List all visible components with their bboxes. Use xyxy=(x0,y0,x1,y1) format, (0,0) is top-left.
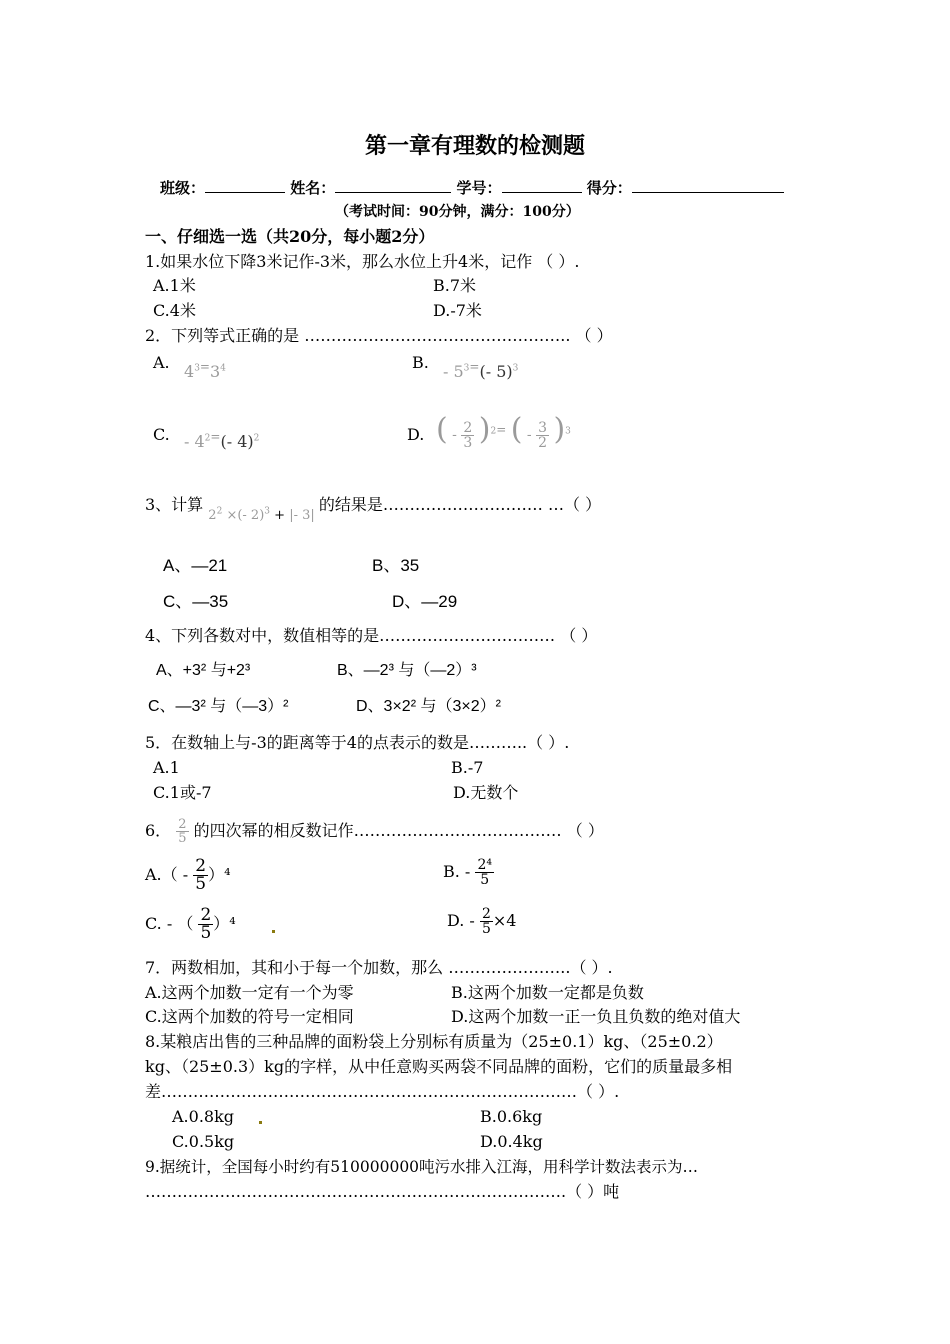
q3-option-b[interactable]: B、35 xyxy=(372,556,420,575)
q6b-num: 2⁴ xyxy=(477,857,492,873)
q8-option-c[interactable]: C.0.5kg xyxy=(172,1132,235,1151)
q5-option-b[interactable]: B.-7 xyxy=(451,758,484,777)
q9-line-2: …………………………………………………………………….（ ）吨 xyxy=(145,1182,620,1201)
q6c-den: 5 xyxy=(200,923,212,943)
q6a-den: 5 xyxy=(195,874,207,894)
q8-line-3: 差……………………………………………………………………（ ）. xyxy=(145,1082,620,1101)
q2-label-b[interactable]: B. xyxy=(412,353,429,372)
decorative-dot xyxy=(272,930,275,933)
q2c-exp1: 2 xyxy=(204,433,211,444)
q6d-frac xyxy=(480,907,493,936)
q2d-frac2 xyxy=(536,421,549,450)
q3-stem-before: 3、计算 xyxy=(145,495,204,514)
q3-stem xyxy=(145,495,602,523)
q6d-num: 2 xyxy=(481,906,491,922)
q2d-num1: 2 xyxy=(463,419,473,436)
q1-option-c[interactable]: C.4米 xyxy=(153,301,196,320)
q6c-label: C. - （ xyxy=(145,914,194,933)
q2b-base1: - 5 xyxy=(443,362,464,381)
q2-label-d[interactable]: D. xyxy=(407,425,425,444)
q7-option-d[interactable]: D.这两个加数一正一负且负数的绝对值大 xyxy=(451,1007,741,1026)
q2c-exp2: 2 xyxy=(253,433,260,444)
q2c-eq: = xyxy=(210,429,221,444)
id-label: 学号： xyxy=(456,179,502,197)
q2b-eq: = xyxy=(469,359,480,374)
q3-plus: + xyxy=(274,508,286,523)
q2-label-a[interactable]: A. xyxy=(153,353,170,372)
class-label: 班级： xyxy=(160,179,206,197)
q2b-base2: (- 5) xyxy=(479,362,513,381)
q6-option-a[interactable] xyxy=(145,858,230,893)
q8-option-a[interactable]: A.0.8kg xyxy=(172,1107,235,1126)
q3-exp2: 3 xyxy=(264,506,271,517)
q2d-rparen1: ) xyxy=(478,412,491,447)
q8-line-1: 8.某粮店出售的三种品牌的面粉袋上分别标有质量为（25±0.1）kg、（25±0.2） xyxy=(145,1032,723,1051)
q6-fraction xyxy=(176,818,188,845)
q2c-base1: - 4 xyxy=(184,432,205,451)
score-blank[interactable] xyxy=(632,178,784,193)
name-blank[interactable] xyxy=(335,178,451,193)
q7-stem: 7．两数相加，其和小于每一个加数，那么 …………………..（ ）. xyxy=(145,958,613,977)
q4-option-a[interactable]: A、+3² 与+2³ xyxy=(156,662,251,679)
q2a-exp2: 4 xyxy=(220,363,226,374)
q6-frac-den: 5 xyxy=(178,831,187,846)
q6-stem-text: 的四次幂的相反数记作………………………………… （ ） xyxy=(193,821,604,840)
q4-stem: 4、下列各数对中，数值相等的是…………………………… （ ） xyxy=(145,626,598,645)
q6a-frac xyxy=(193,858,208,893)
q8-option-b[interactable]: B.0.6kg xyxy=(480,1107,543,1126)
q2d-rparen2: ) xyxy=(553,412,566,447)
q3-expression xyxy=(208,508,319,523)
q2d-lparen2: ( xyxy=(510,412,523,447)
q6-frac-num: 2 xyxy=(178,817,187,832)
q3-option-a[interactable]: A、—21 xyxy=(163,556,228,575)
q3-option-c[interactable]: C、—35 xyxy=(163,592,229,611)
q6b-frac xyxy=(475,858,494,887)
q6c-tail: ）⁴ xyxy=(213,914,236,933)
q2d-exp1: 2 xyxy=(490,426,497,437)
q3-exp1: 2 xyxy=(216,506,223,517)
q2d-frac1 xyxy=(461,421,474,450)
q2-expr-d xyxy=(436,412,571,451)
q6c-num: 2 xyxy=(200,905,212,925)
q6c-frac xyxy=(198,907,213,942)
q2a-base1: 4 xyxy=(184,362,195,381)
q6a-label: A.（ - xyxy=(145,865,189,884)
exam-note: （考试时间：90分钟，满分：100分） xyxy=(335,204,580,220)
q1-option-a[interactable]: A.1米 xyxy=(153,276,196,295)
id-blank[interactable] xyxy=(502,178,582,193)
score-label: 得分： xyxy=(586,179,632,197)
q3-base1: 2 xyxy=(208,508,217,523)
q2b-exp2: 3 xyxy=(512,363,519,374)
q2c-base2: (- 4) xyxy=(220,432,254,451)
q7-option-b[interactable]: B.这两个加数一定都是负数 xyxy=(451,983,644,1002)
q6-option-d[interactable] xyxy=(447,907,516,936)
q2b-exp1: 3 xyxy=(463,363,470,374)
q6b-label: B. - xyxy=(443,862,471,881)
q6-option-c[interactable] xyxy=(145,907,236,942)
q5-stem: 5．在数轴上与-3的距离等于4的点表示的数是………..（ ）. xyxy=(145,733,570,752)
q3-option-d[interactable]: D、—29 xyxy=(392,592,458,611)
q6d-label: D. - xyxy=(447,911,475,930)
q2d-den2: 2 xyxy=(538,434,547,451)
q7-option-a[interactable]: A.这两个加数一定有一个为零 xyxy=(145,983,354,1002)
decorative-dot xyxy=(259,1121,262,1124)
q2-label-c[interactable]: C. xyxy=(153,425,170,444)
q6a-num: 2 xyxy=(195,856,207,876)
q2-expr-b xyxy=(443,359,519,382)
q2d-eq: = xyxy=(496,422,507,437)
q1-stem: 1.如果水位下降3米记作-3米，那么水位上升4米，记作 （ ）. xyxy=(145,252,580,271)
q6a-tail: ）⁴ xyxy=(208,865,231,884)
q6-option-b[interactable] xyxy=(443,858,494,887)
q3-stem-after: 的结果是………………………… …（ ） xyxy=(318,495,602,514)
q4-option-b[interactable]: B、—2³ 与（—2）³ xyxy=(337,662,477,679)
q5-option-d[interactable]: D.无数个 xyxy=(453,783,519,802)
q5-option-c[interactable]: C.1或-7 xyxy=(153,783,212,802)
q2d-sign2: - xyxy=(526,427,532,443)
name-label: 姓名： xyxy=(290,179,336,197)
q9-line-1: 9.据统计，全国每小时约有510000000吨污水排入江海，用科学计数法表示为… xyxy=(145,1158,699,1176)
q2d-sign1: - xyxy=(452,427,457,443)
q4-option-d[interactable]: D、3×2² 与（3×2）² xyxy=(356,698,501,715)
q2-stem: 2．下列等式正确的是 ………………………………………….. （ ） xyxy=(145,326,613,345)
q2a-exp1: 3 xyxy=(194,363,200,374)
q2a-eq: = xyxy=(199,359,210,374)
section-heading: 一、仔细选一选（共20分，每小题2分） xyxy=(145,227,435,246)
q7-option-c[interactable]: C.这两个加数的符号一定相同 xyxy=(145,1007,354,1026)
q2-expr-c xyxy=(184,429,260,452)
q8-option-d[interactable]: D.0.4kg xyxy=(480,1132,543,1151)
class-blank[interactable] xyxy=(205,178,285,193)
q5-option-a[interactable]: A.1 xyxy=(153,758,180,777)
q2d-lparen: ( xyxy=(436,412,448,447)
q2d-exp2: 3 xyxy=(565,426,571,437)
q6d-tail: ×4 xyxy=(492,911,517,930)
q6-stem xyxy=(145,818,604,845)
q1-option-b[interactable]: B.7米 xyxy=(433,276,477,295)
q6b-den: 5 xyxy=(480,872,490,888)
q3-abs: |- 3| xyxy=(289,508,315,523)
q2d-den1: 3 xyxy=(463,434,473,451)
page-title: 第一章有理数的检测题 xyxy=(364,133,585,159)
q1-option-d[interactable]: D.-7米 xyxy=(433,301,482,320)
q3-times: ×(- 2) xyxy=(226,508,265,523)
q4-option-c[interactable]: C、—3² 与（—3）² xyxy=(148,698,289,715)
q2d-num2: 3 xyxy=(538,419,547,436)
q2-expr-a xyxy=(184,359,226,382)
q2a-base2: 3 xyxy=(209,362,221,381)
student-info-line xyxy=(160,178,784,198)
q8-line-2: kg、（25±0.3）kg的字样，从中任意购买两袋不同品牌的面粉，它们的质量最多相 xyxy=(145,1057,733,1076)
q6d-den: 5 xyxy=(481,921,491,937)
q6-prefix: 6． xyxy=(145,821,172,840)
